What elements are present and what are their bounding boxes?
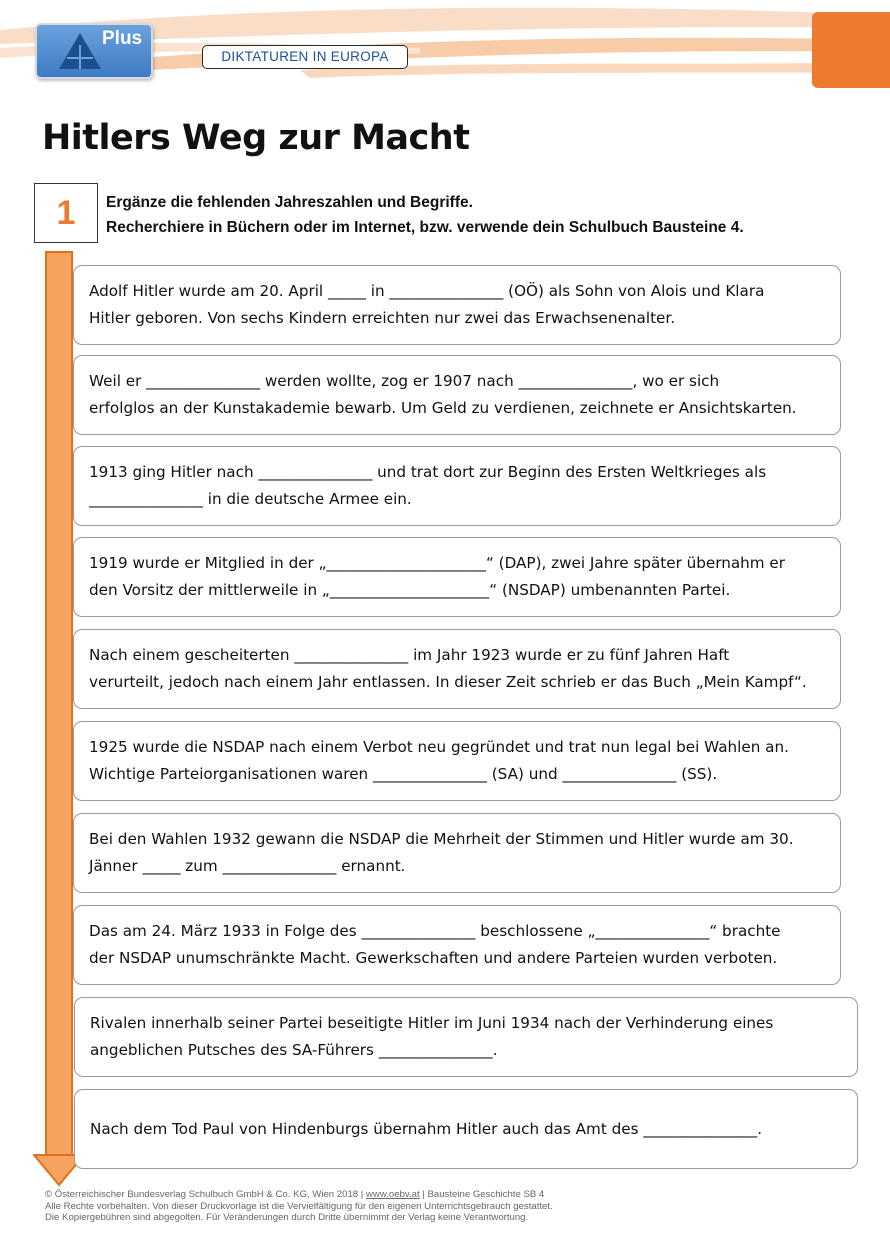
timeline-item bbox=[74, 997, 858, 1077]
timeline-text-line: Wichtige Parteiorganisationen waren _______________ (SA) und _______________ (SS). bbox=[89, 765, 718, 783]
footer-book-title: | Bausteine Geschichte SB 4 bbox=[419, 1189, 545, 1200]
timeline-text-line: Nach einem gescheiterten _______________ im Jahr 1923 wurde er zu fünf Jahren Haft bbox=[89, 646, 730, 664]
timeline-item bbox=[73, 446, 841, 526]
footer-line-2: Alle Rechte vorbehalten. Von dieser Druckvorlage ist die Vervielfältigung für den eigenen Unterrichtsgebrauch gestattet. bbox=[45, 1200, 553, 1212]
timeline-text-line: Das am 24. März 1933 in Folge des _______________ beschlossene „_______________“ brachte bbox=[89, 922, 781, 940]
timeline-text-line: 1913 ging Hitler nach _______________ und trat dort zur Beginn des Ersten Weltkrieges als bbox=[89, 463, 767, 481]
timeline-item bbox=[73, 813, 841, 893]
timeline-text-line: Bei den Wahlen 1932 gewann die NSDAP die Mehrheit der Stimmen und Hitler wurde am 30. bbox=[89, 830, 794, 848]
timeline-text-line: verurteilt, jedoch nach einem Jahr entlassen. In dieser Zeit schrieb er das Buch „Mein Kampf“. bbox=[89, 673, 807, 691]
triangle-icon bbox=[57, 31, 103, 71]
corner-tab bbox=[812, 12, 890, 88]
publisher-link[interactable]: www.oebv.at bbox=[365, 1189, 420, 1200]
timeline-text-line: den Vorsitz der mittlerweile in „_____________________“ (NSDAP) umbenannten Partei. bbox=[89, 581, 731, 599]
timeline-text-line: angeblichen Putsches des SA-Führers _______________. bbox=[90, 1041, 498, 1059]
timeline-item bbox=[73, 721, 841, 801]
timeline-text-line: Weil er _______________ werden wollte, zog er 1907 nach _______________, wo er sich bbox=[89, 372, 720, 390]
timeline-item bbox=[73, 355, 841, 435]
series-title: DIKTATUREN IN EUROPA bbox=[202, 45, 408, 69]
plus-logo bbox=[35, 23, 153, 79]
timeline-item bbox=[73, 629, 841, 709]
timeline-text-line: 1925 wurde die NSDAP nach einem Verbot neu gegründet und trat nun legal bei Wahlen an. bbox=[89, 738, 789, 756]
footer-line-1 bbox=[45, 1189, 845, 1201]
task-number: 1 bbox=[34, 183, 98, 243]
instruction-line-1: Ergänze die fehlenden Jahreszahlen und Begriffe. bbox=[106, 194, 473, 211]
timeline-text-line: Nach dem Tod Paul von Hindenburgs übernahm Hitler auch das Amt des _______________. bbox=[90, 1119, 763, 1138]
timeline-item bbox=[73, 537, 841, 617]
timeline-text-line: Hitler geboren. Von sechs Kindern erreichten nur zwei das Erwachsenenalter. bbox=[89, 309, 676, 327]
timeline-text-line: erfolglos an der Kunstakademie bewarb. Um Geld zu verdienen, zeichnete er Ansichtskarten. bbox=[89, 399, 797, 417]
timeline-item bbox=[73, 265, 841, 345]
timeline-text-line: 1919 wurde er Mitglied in der „_____________________“ (DAP), zwei Jahre später übernahm er bbox=[89, 554, 786, 572]
timeline-text-line: der NSDAP unumschränkte Macht. Gewerkschaften und andere Parteien wurden verboten. bbox=[89, 949, 778, 967]
footer-line-3: Die Kopiergebühren sind abgegolten. Für Veränderungen durch Dritte übernimmt der Verlag keine Verantwortung. bbox=[45, 1212, 529, 1223]
timeline-text-line: _______________ in die deutsche Armee ein. bbox=[89, 490, 412, 508]
timeline-text-line: Jänner _____ zum _______________ ernannt. bbox=[89, 857, 406, 875]
footer bbox=[45, 1189, 845, 1224]
timeline-item bbox=[74, 1089, 858, 1169]
timeline-text-line: Rivalen innerhalb seiner Partei beseitigte Hitler im Juni 1934 nach der Verhinderung eines bbox=[90, 1014, 774, 1032]
timeline-text-line: Adolf Hitler wurde am 20. April _____ in _______________ (OÖ) als Sohn von Alois und Klara bbox=[89, 282, 765, 300]
task-instruction bbox=[106, 190, 866, 240]
page-title: Hitlers Weg zur Macht bbox=[42, 118, 470, 158]
timeline-item bbox=[73, 905, 841, 985]
footer-copyright: © Österreichischer Bundesverlag Schulbuch GmbH & Co. KG, Wien 2018 | bbox=[45, 1189, 366, 1200]
instruction-line-2: Recherchiere in Büchern oder im Internet, bzw. verwende dein Schulbuch Bausteine 4. bbox=[106, 219, 744, 236]
logo-label: Plus bbox=[102, 28, 143, 49]
